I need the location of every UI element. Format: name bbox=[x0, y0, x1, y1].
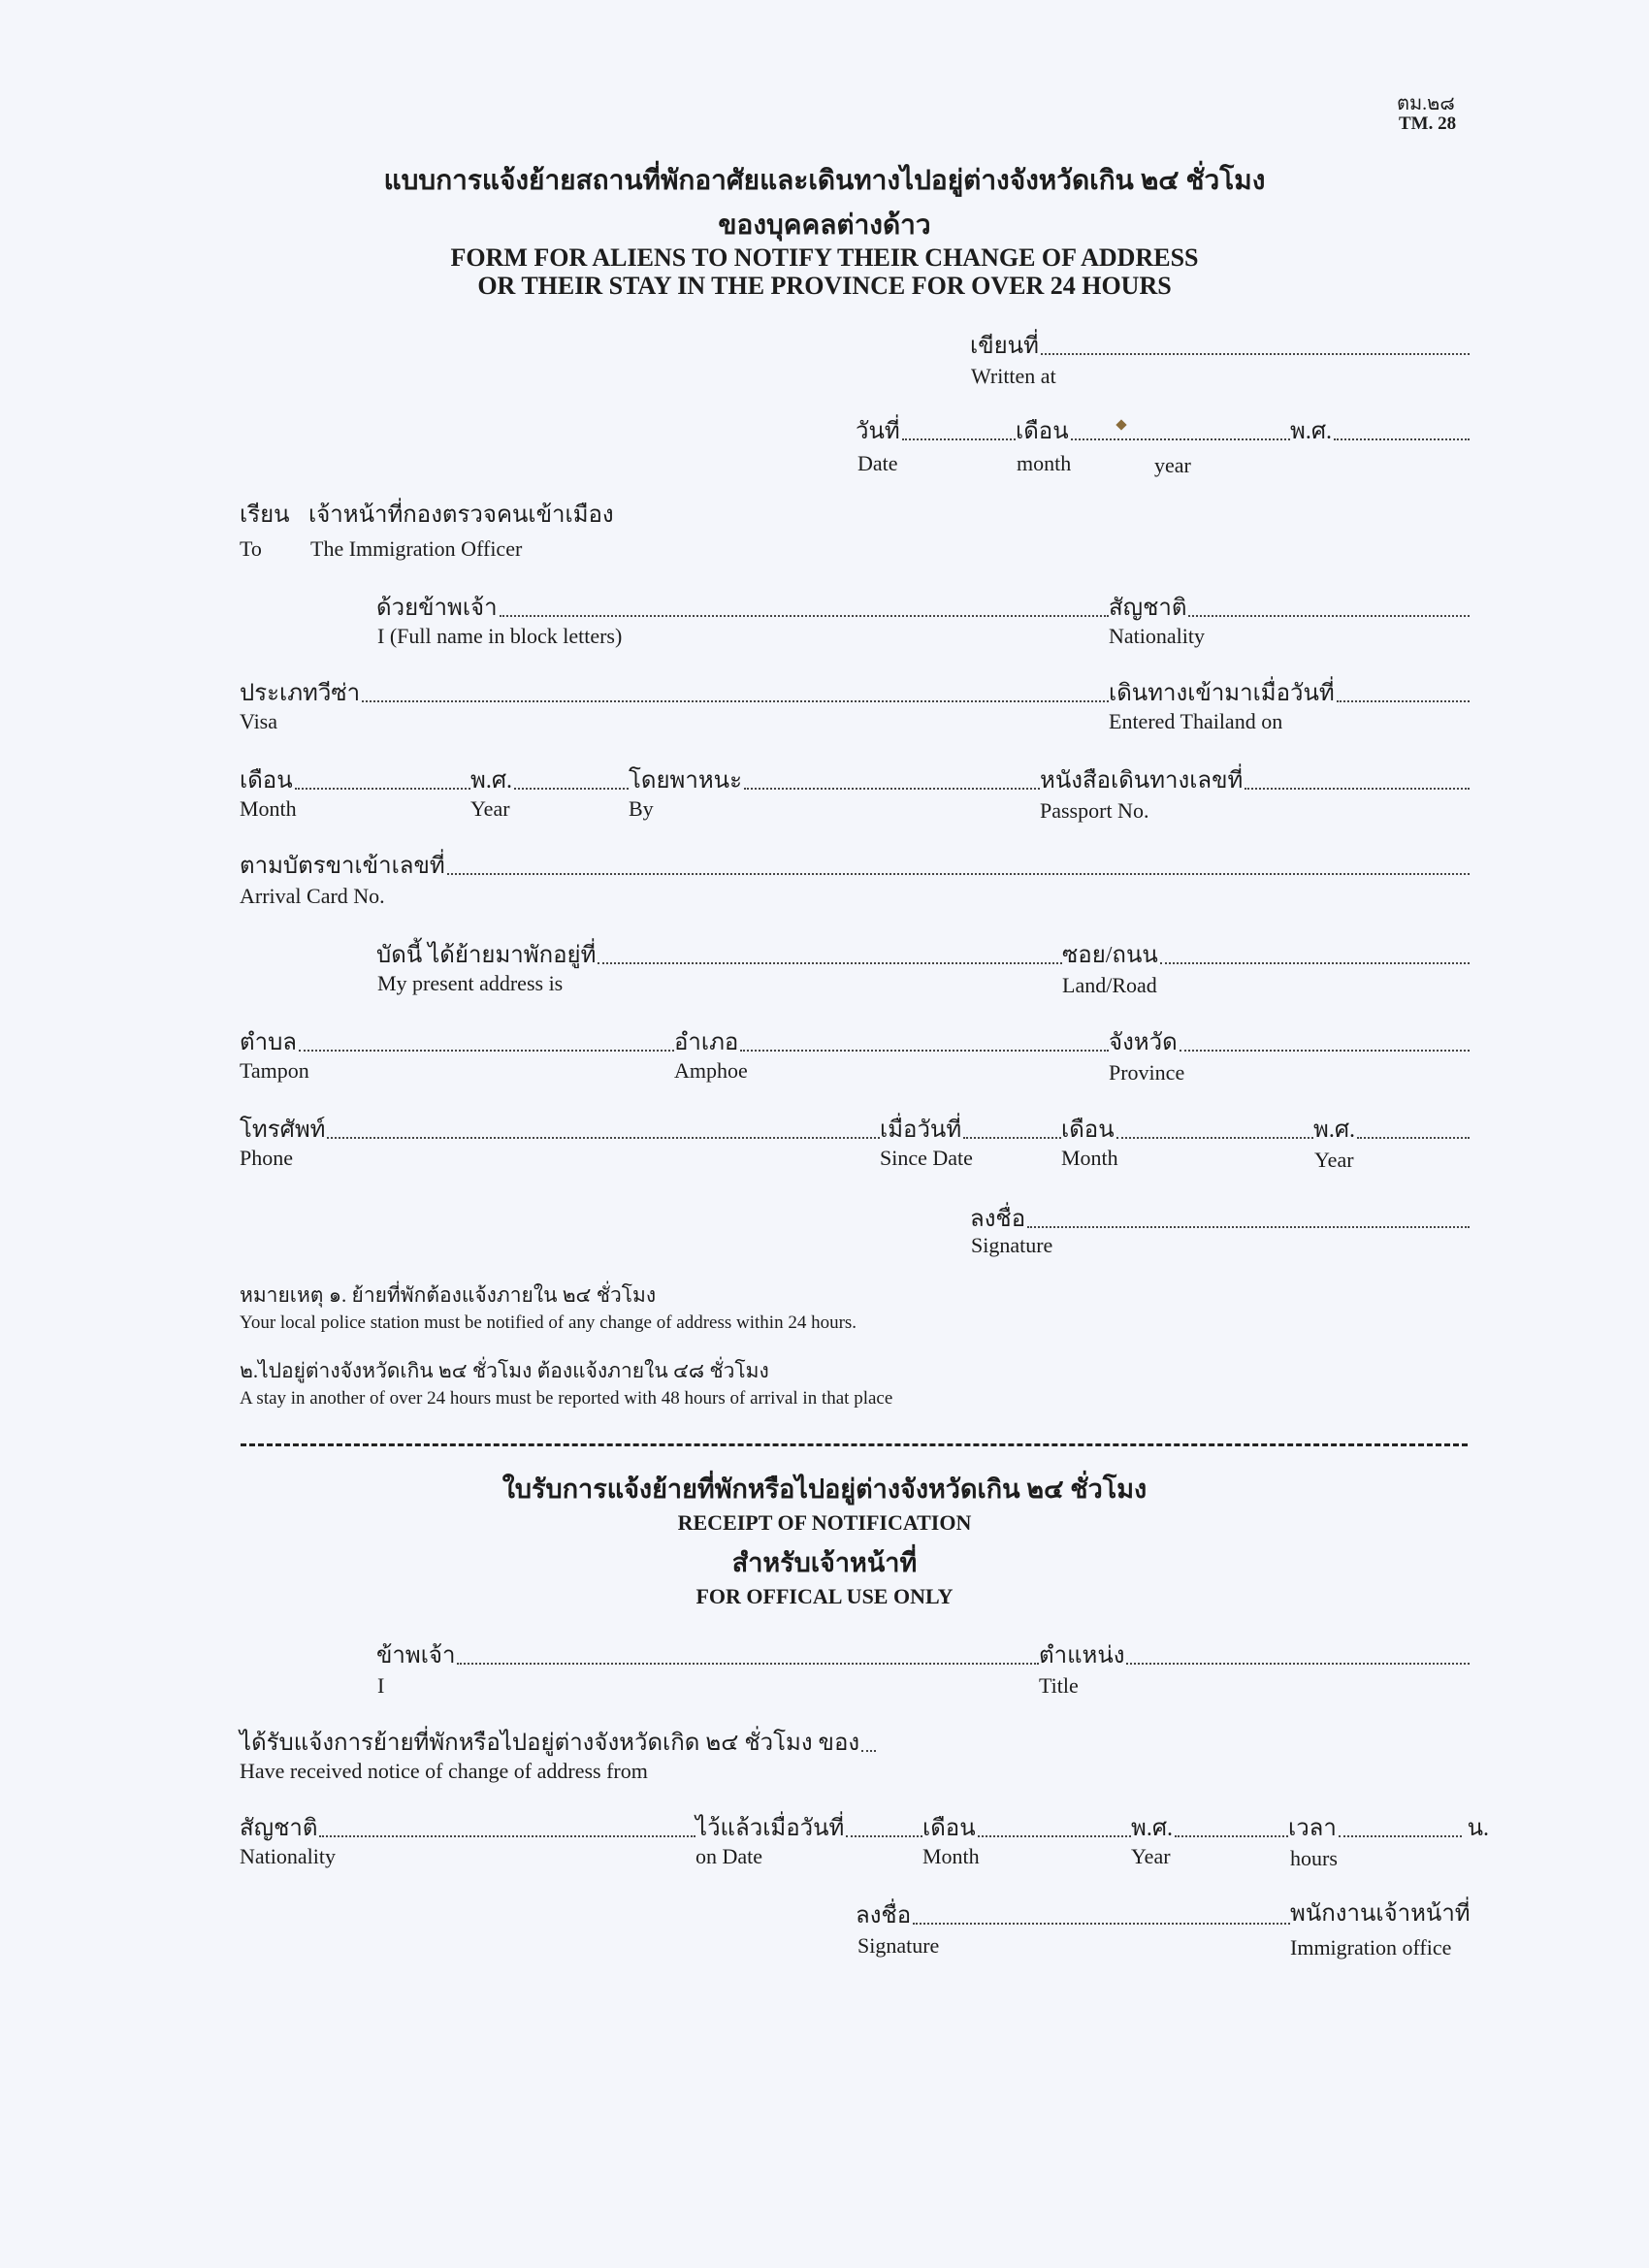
received-notice-label-thai: ได้รับแจ้งการย้ายที่พักหรือไปอยู่ต่างจังหวัดเกิด ๒๔ ชั่วโมง ของ bbox=[240, 1731, 860, 1756]
receipt-officer-name-field[interactable] bbox=[376, 1636, 1039, 1670]
written-at-label-thai: เขียนที่ bbox=[970, 334, 1039, 359]
present-address-label-thai: บัดนี้ ได้ย้ายมาพักอยู่ที่ bbox=[376, 943, 597, 968]
date-year-label-english: year bbox=[1154, 453, 1191, 477]
entered-on-label-english: Entered Thailand on bbox=[1109, 709, 1283, 733]
receipt-officer-label-thai: พนักงานเจ้าหน้าที่ bbox=[1290, 1901, 1471, 1927]
date-day-label-thai: วันที่ bbox=[856, 419, 900, 444]
date-month-label-english: month bbox=[1017, 451, 1072, 475]
arrival-card-label-thai: ตามบัตรขาเข้าเลขที่ bbox=[240, 854, 445, 879]
since-year-field[interactable] bbox=[1313, 1110, 1470, 1145]
entered-on-field[interactable] bbox=[1109, 673, 1470, 708]
receipt-officer-label-english: Immigration office bbox=[1290, 1935, 1452, 1960]
since-month-label-thai: เดือน bbox=[1061, 1118, 1115, 1143]
arrival-card-label-english: Arrival Card No. bbox=[240, 884, 385, 908]
tampon-field[interactable] bbox=[240, 1022, 674, 1057]
passport-number-label-english: Passport No. bbox=[1040, 798, 1149, 823]
by-vehicle-label-english: By bbox=[629, 796, 654, 821]
province-field[interactable] bbox=[1109, 1022, 1470, 1057]
entry-month-label-thai: เดือน bbox=[240, 768, 293, 794]
receipt-on-date-field[interactable] bbox=[695, 1808, 922, 1843]
note2-thai: ๒.ไปอยู่ต่างจังหวัดเกิน ๒๔ ชั่วโมง ต้องแจ้งภายใน ๔๘ ชั่วโมง bbox=[240, 1359, 769, 1382]
official-use-english: FOR OFFICAL USE ONLY bbox=[695, 1584, 954, 1608]
cut-line-divider bbox=[241, 1443, 1468, 1446]
receipt-month-field[interactable] bbox=[922, 1808, 1131, 1843]
land-road-label-english: Land/Road bbox=[1062, 973, 1157, 997]
entered-on-label-thai: เดินทางเข้ามาเมื่อวันที่ bbox=[1109, 681, 1335, 706]
since-date-label-english: Since Date bbox=[880, 1146, 973, 1170]
title-english-line1: FORM FOR ALIENS TO NOTIFY THEIR CHANGE OF ADDRESS bbox=[450, 243, 1199, 272]
land-road-label-thai: ซอย/ถนน bbox=[1062, 943, 1158, 968]
receipt-time-suffix: น. bbox=[1467, 1816, 1489, 1841]
note2-english: A stay in another of over 24 hours must be reported with 48 hours of arrival in that place bbox=[240, 1388, 893, 1409]
written-at-field[interactable] bbox=[970, 326, 1470, 361]
receipt-time-label-thai: เวลา bbox=[1288, 1816, 1337, 1841]
entry-year-label-thai: พ.ศ. bbox=[470, 768, 513, 794]
receipt-title-label-thai: ตำแหน่ง bbox=[1039, 1643, 1125, 1669]
receipt-title-label-english: Title bbox=[1039, 1673, 1079, 1698]
receipt-month-label-thai: เดือน bbox=[922, 1816, 976, 1841]
receipt-title-thai: ใบรับการแจ้งย้ายที่พักหรือไปอยู่ต่างจังหวัดเกิน ๒๔ ชั่วโมง bbox=[501, 1474, 1148, 1504]
arrival-card-field[interactable] bbox=[240, 846, 1470, 881]
title-thai-line2: ของบุคคลต่างด้าว bbox=[718, 211, 931, 241]
to-label-english: To bbox=[240, 536, 262, 561]
visa-label-thai: ประเภทวีซ่า bbox=[240, 681, 361, 706]
receipt-on-date-label-english: on Date bbox=[695, 1844, 763, 1868]
since-month-field[interactable] bbox=[1061, 1110, 1313, 1145]
receipt-month-label-english: Month bbox=[922, 1844, 980, 1868]
nationality-label-english: Nationality bbox=[1109, 624, 1205, 648]
title-english-line2: OR THEIR STAY IN THE PROVINCE FOR OVER 24 HOURS bbox=[477, 272, 1172, 300]
official-use-thai: สำหรับเจ้าหน้าที่ bbox=[731, 1548, 918, 1577]
full-name-label-thai: ด้วยข้าพเจ้า bbox=[376, 596, 498, 621]
receipt-title-field[interactable] bbox=[1039, 1636, 1470, 1670]
amphoe-field[interactable] bbox=[674, 1022, 1109, 1057]
land-road-field[interactable] bbox=[1062, 935, 1470, 970]
present-address-label-english: My present address is bbox=[377, 971, 564, 995]
full-name-label-english: I (Full name in block letters) bbox=[377, 624, 623, 648]
since-date-label-thai: เมื่อวันที่ bbox=[880, 1118, 962, 1143]
passport-number-field[interactable] bbox=[1040, 761, 1470, 795]
amphoe-label-thai: อำเภอ bbox=[674, 1030, 739, 1055]
receipt-time-field[interactable] bbox=[1288, 1808, 1489, 1843]
receipt-on-date-label-thai: ไว้แล้วเมื่อวันที่ bbox=[695, 1816, 845, 1841]
receipt-year-label-english: Year bbox=[1131, 1844, 1171, 1868]
to-recipient-thai: เจ้าหน้าที่กองตรวจคนเข้าเมือง bbox=[308, 502, 614, 528]
note1-thai: หมายเหตุ ๑. ย้ายที่พักต้องแจ้งภายใน ๒๔ ชั่วโมง bbox=[240, 1283, 657, 1307]
since-year-label-english: Year bbox=[1314, 1148, 1354, 1172]
visa-field[interactable] bbox=[240, 673, 1109, 708]
signature-label-thai: ลงชื่อ bbox=[970, 1207, 1026, 1232]
by-vehicle-label-thai: โดยพาหนะ bbox=[629, 768, 742, 794]
visa-label-english: Visa bbox=[240, 709, 278, 733]
phone-label-english: Phone bbox=[240, 1146, 293, 1170]
receipt-i-label-thai: ข้าพเจ้า bbox=[376, 1643, 456, 1669]
nationality-label-thai: สัญชาติ bbox=[1109, 596, 1187, 621]
by-vehicle-field[interactable] bbox=[629, 761, 1040, 795]
signature-label-english: Signature bbox=[971, 1233, 1053, 1257]
receipt-nationality-field[interactable] bbox=[240, 1808, 695, 1843]
since-month-label-english: Month bbox=[1061, 1146, 1118, 1170]
form-code-thai: ตม.๒๘ bbox=[1397, 93, 1455, 114]
date-year-field[interactable] bbox=[1290, 411, 1470, 446]
phone-label-thai: โทรศัพท์ bbox=[240, 1118, 326, 1143]
since-year-label-thai: พ.ศ. bbox=[1313, 1118, 1356, 1143]
receipt-nationality-label-english: Nationality bbox=[240, 1844, 336, 1868]
date-year-label-thai: พ.ศ. bbox=[1290, 419, 1333, 444]
full-name-field[interactable] bbox=[376, 588, 1109, 623]
present-address-field[interactable] bbox=[376, 935, 1062, 970]
to-recipient-english: The Immigration Officer bbox=[310, 536, 523, 561]
note1-english: Your local police station must be notified of any change of address within 24 hours. bbox=[240, 1312, 857, 1333]
written-at-label-english: Written at bbox=[971, 364, 1056, 388]
province-label-english: Province bbox=[1109, 1060, 1185, 1085]
phone-field[interactable] bbox=[240, 1110, 880, 1145]
passport-number-label-thai: หนังสือเดินทางเลขที่ bbox=[1040, 768, 1244, 794]
to-label-thai: เรียน bbox=[240, 502, 290, 528]
entry-month-field[interactable] bbox=[240, 761, 470, 795]
date-day-label-english: Date bbox=[857, 451, 898, 475]
received-notice-field[interactable] bbox=[240, 1723, 876, 1758]
receipt-i-label-english: I bbox=[377, 1673, 385, 1698]
received-notice-label-english: Have received notice of change of address from bbox=[240, 1759, 648, 1783]
receipt-signature-label-english: Signature bbox=[857, 1933, 940, 1958]
date-month-label-thai: เดือน bbox=[1016, 419, 1069, 444]
title-thai-line1: แบบการแจ้งย้ายสถานที่พักอาศัยและเดินทางไปอยู่ต่างจังหวัดเกิน ๒๔ ชั่วโมง bbox=[383, 166, 1266, 196]
date-month-field[interactable] bbox=[1016, 411, 1290, 446]
receipt-signature-field[interactable] bbox=[856, 1895, 1290, 1930]
entry-month-label-english: Month bbox=[240, 796, 297, 821]
entry-year-label-english: Year bbox=[470, 796, 510, 821]
receipt-year-field[interactable] bbox=[1131, 1808, 1288, 1843]
receipt-title-english: RECEIPT OF NOTIFICATION bbox=[677, 1510, 972, 1535]
province-label-thai: จังหวัด bbox=[1109, 1030, 1178, 1055]
entry-year-field[interactable] bbox=[470, 761, 629, 795]
receipt-signature-label-thai: ลงชื่อ bbox=[856, 1903, 912, 1928]
form-code-english: TM. 28 bbox=[1399, 113, 1457, 134]
date-day-field[interactable] bbox=[856, 411, 1016, 446]
receipt-nationality-label-thai: สัญชาติ bbox=[240, 1816, 318, 1841]
signature-field[interactable] bbox=[970, 1199, 1470, 1234]
amphoe-label-english: Amphoe bbox=[674, 1058, 748, 1083]
tampon-label-thai: ตำบล bbox=[240, 1030, 298, 1055]
receipt-year-label-thai: พ.ศ. bbox=[1131, 1816, 1174, 1841]
since-date-field[interactable] bbox=[880, 1110, 1061, 1145]
tampon-label-english: Tampon bbox=[240, 1058, 309, 1083]
receipt-time-label-english: hours bbox=[1290, 1846, 1338, 1870]
nationality-field[interactable] bbox=[1109, 588, 1470, 623]
